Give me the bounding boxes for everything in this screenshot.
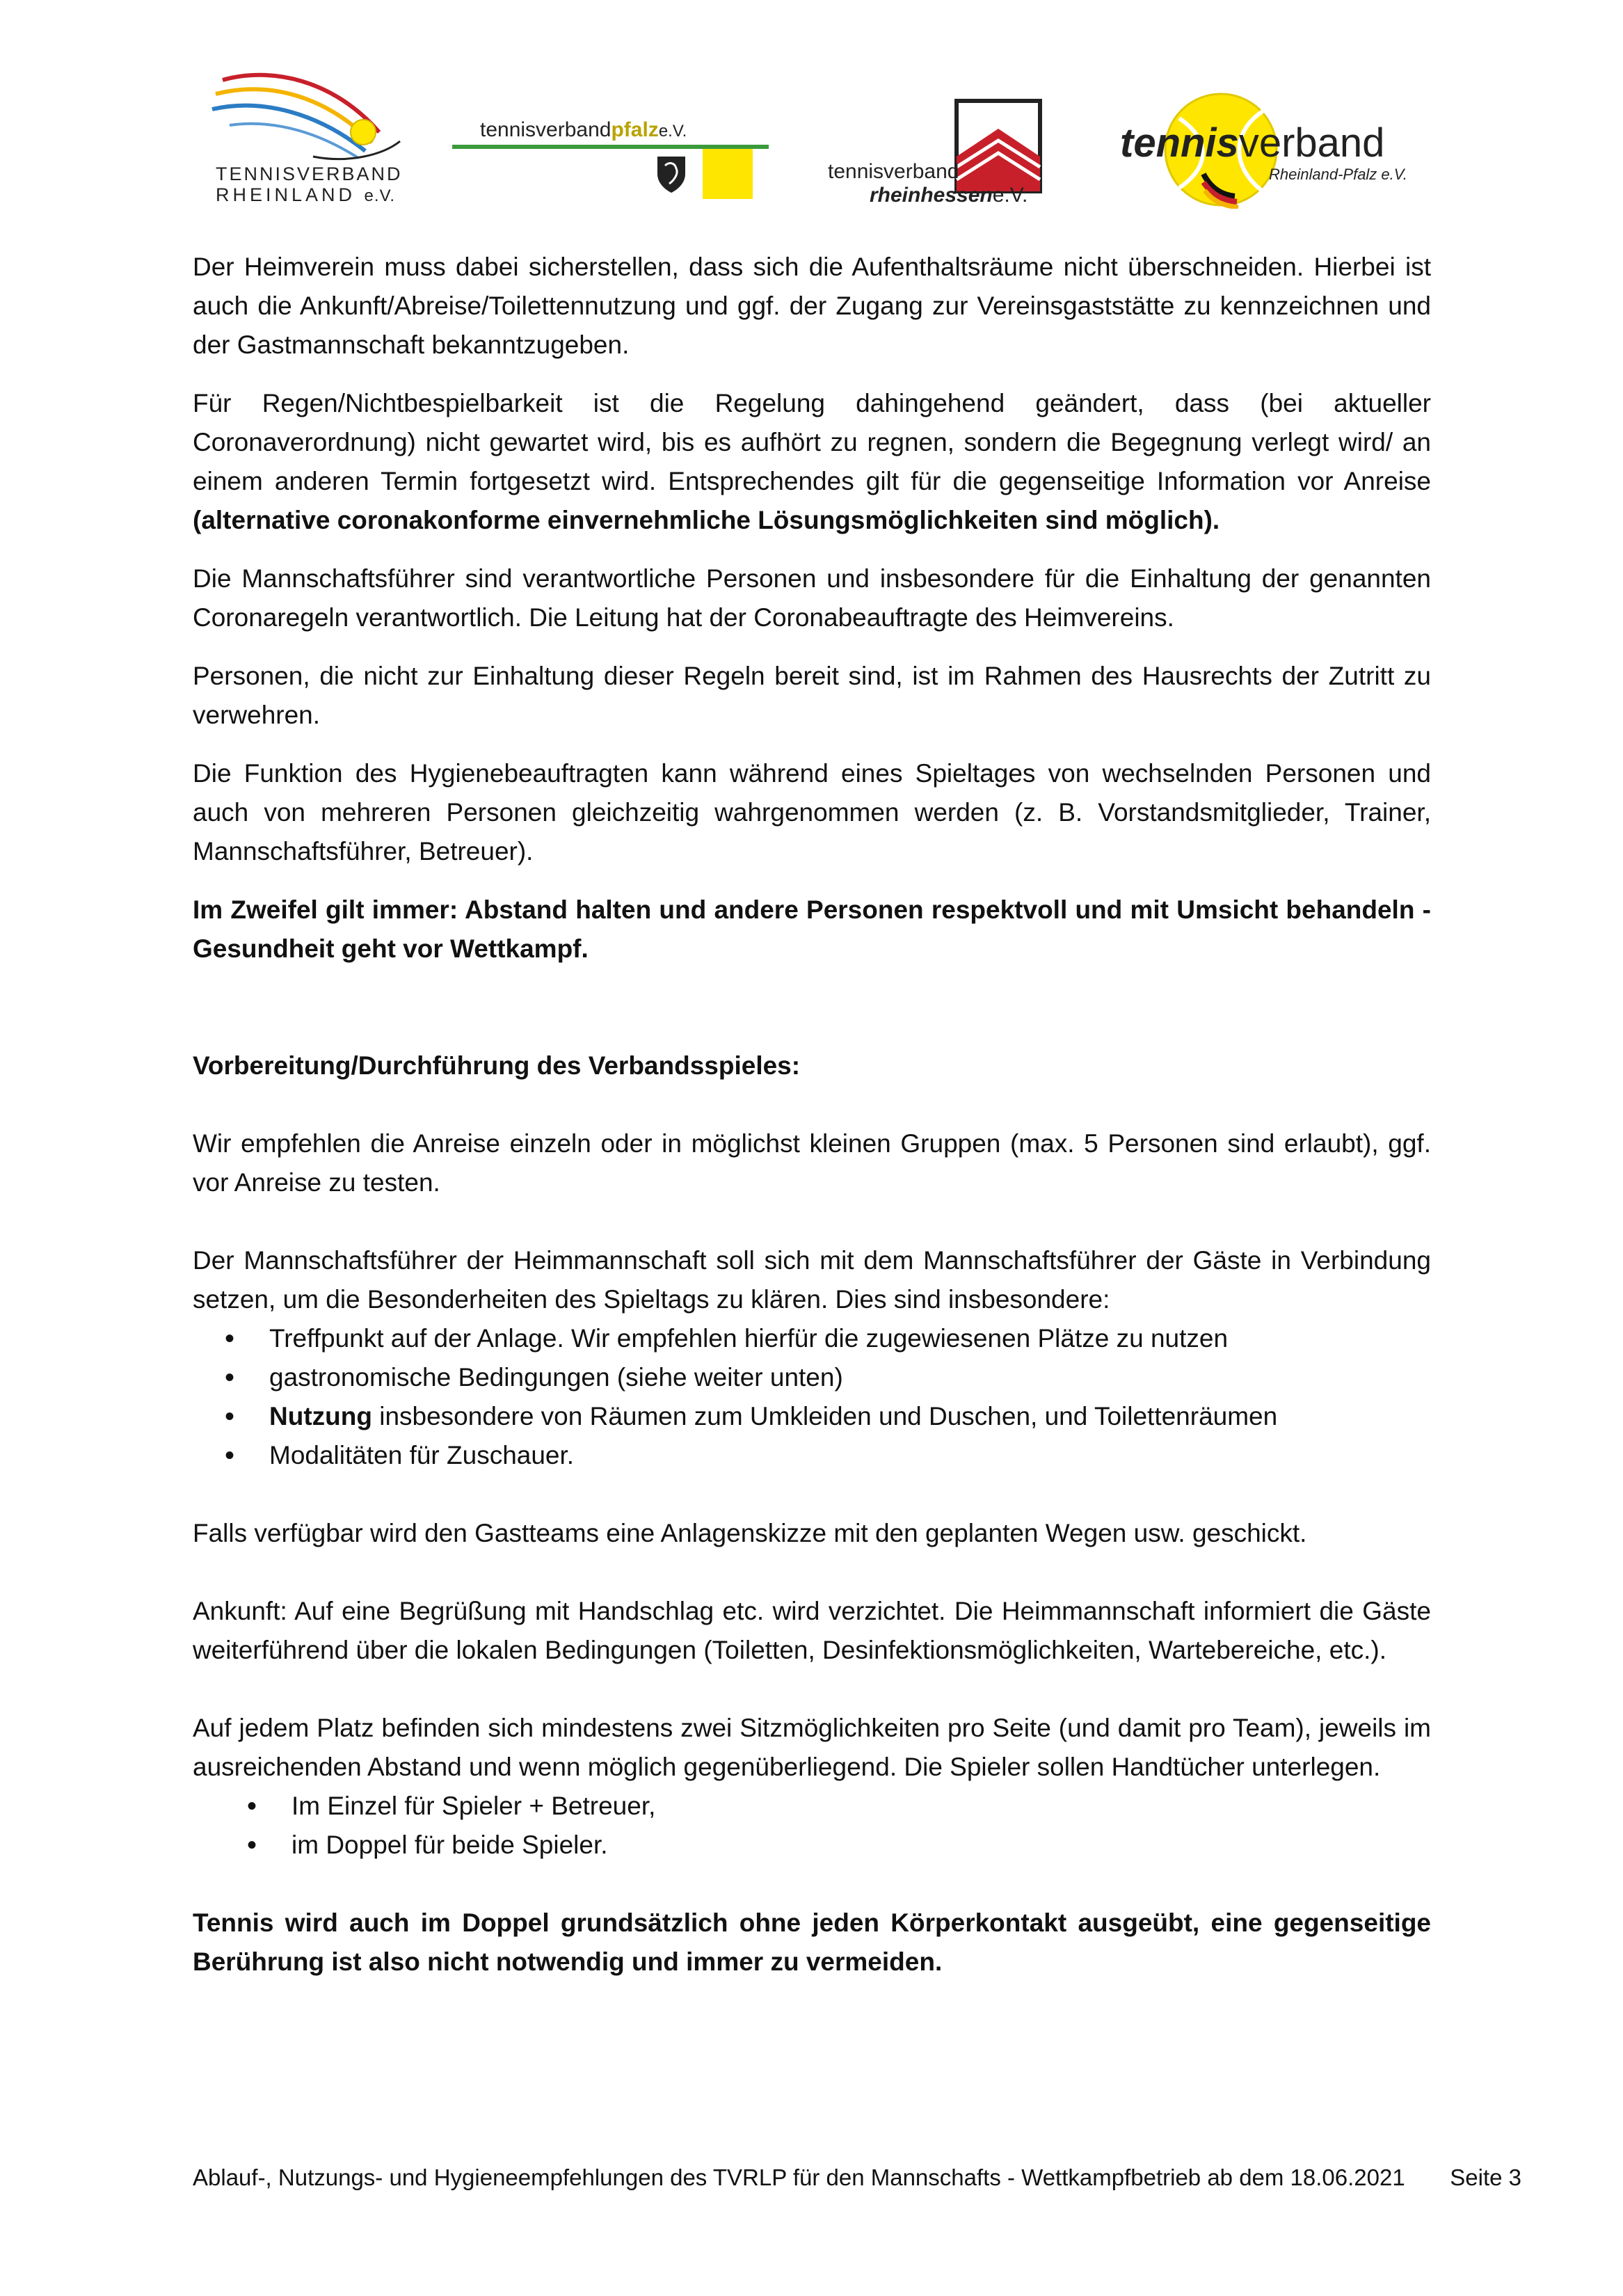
paragraph-ankunft: Ankunft: Auf eine Begrüßung mit Handschlag etc. wird verzichtet. Die Heimmannschaft informiert die Gäste weiterführend über die lokalen Bedingungen (Toiletten, Desinfektionsmöglichkeiten, Wartebereiche, etc.). <box>193 1597 1431 1664</box>
swoosh-ball-icon <box>209 66 403 164</box>
logo-rheinland-line2: RHEINLAND <box>216 184 356 205</box>
paragraph-anlagenskizze: Falls verfügbar wird den Gastteams eine Anlagenskizze mit den geplanten Wegen usw. geschickt. <box>193 1519 1307 1547</box>
logo-rlp-bold: tennis <box>1120 120 1239 166</box>
logo-rlp-title <box>1120 120 1384 166</box>
section-heading: Vorbereitung/Durchführung des Verbandsspieles: <box>193 1051 801 1080</box>
logo-tennisverband-rlp <box>1120 90 1412 209</box>
paragraph-hausrecht: Personen, die nicht zur Einhaltung dieser Regeln bereit sind, ist im Rahmen des Hausrechts der Zutritt zu verwehren. <box>193 662 1431 729</box>
logo-rlp-sub: Rheinland-Pfalz e.V. <box>1269 166 1407 183</box>
bullet-icon: • <box>225 1362 235 1393</box>
pfalz-coat-of-arms-icon <box>654 153 689 195</box>
list-item-text: Modalitäten für Zuschauer. <box>269 1441 575 1469</box>
house-roof-icon <box>953 97 1044 195</box>
logo-rlp-rest: verband <box>1238 120 1385 166</box>
document-body <box>193 248 1431 1982</box>
paragraph-verbindung: Der Mannschaftsführer der Heimmannschaft soll sich mit dem Mannschaftsführer der Gäste in Verbindung setzen, um die Besonderheiten des Spieltags zu klären. Dies sind insbesondere: <box>193 1246 1431 1314</box>
list-item <box>193 1358 1431 1397</box>
paragraph-regen-bold: (alternative coronakonforme einvernehmliche Lösungsmöglichkeiten sind möglich). <box>193 506 1220 534</box>
paragraph-anreise: Wir empfehlen die Anreise einzeln oder in möglichst kleinen Gruppen (max. 5 Personen sind erlaubt), ggf. vor Anreise zu testen. <box>193 1129 1431 1197</box>
paragraph-regen <box>193 384 1431 540</box>
list-item <box>193 1826 1431 1865</box>
bullet-list-sitzplaetze <box>193 1787 1431 1865</box>
paragraph-hygienebeauftragter: Die Funktion des Hygienebeauftragten kann während eines Spieltages von wechselnden Personen und auch von mehreren Personen gleichzeitig wahrgenommen werden (z. B. Vorstandsmitglieder, Trainer, Mannschaftsführer, Betreuer). <box>193 759 1431 866</box>
paragraph-regen-text: Für Regen/Nichtbespielbarkeit ist die Regelung dahingehend geändert, dass (bei aktueller Coronaverordnung) nicht gewartet wird, bis es aufhört zu regnen, sondern die Begegnung verlegt wird/ an einem anderen Termin fortgesetzt wird. Entsprechendes gilt für die gegenseitige Information vor Anreise <box>193 389 1431 495</box>
paragraph-mannschaftsfuehrer: Die Mannschaftsführer sind verantwortliche Personen und insbesondere für die Einhaltung der genannten Coronaregeln verantwortlich. Die Leitung hat der Coronabeauftragte des Heimvereins. <box>193 564 1431 632</box>
list-item <box>193 1319 1431 1358</box>
logo-tennisverband-pfalz <box>452 118 772 209</box>
logo-tennisverband-rheinland <box>209 66 403 212</box>
logo-rheinland-suffix: e.V. <box>364 186 396 205</box>
bullet-icon: • <box>247 1791 257 1821</box>
logo-pfalz-prefix: tennisverband <box>480 118 611 141</box>
bullet-icon: • <box>225 1401 235 1432</box>
logo-rheinland-line1: TENNISVERBAND <box>216 164 403 184</box>
bullet-list-besonderheiten <box>193 1319 1431 1475</box>
logo-pfalz-suffix: e.V. <box>658 122 687 141</box>
list-item-text: Treffpunkt auf der Anlage. Wir empfehlen hierfür die zugewiesenen Plätze zu nutzen <box>269 1324 1229 1353</box>
footer-text: Ablauf-, Nutzungs- und Hygieneempfehlungen des TVRLP für den Mannschafts - Wettkampfbetrieb ab dem 18.06.2021 <box>193 2165 1405 2190</box>
paragraph-sitzmoeglichkeiten: Auf jedem Platz befinden sich mindestens zwei Sitzmöglichkeiten pro Seite (und damit pro Team), jeweils im ausreichenden Abstand und wenn möglich gegenüberliegend. Die Spieler sollen Handtücher unterlegen. <box>193 1714 1431 1781</box>
logo-pfalz-yellow-square <box>703 149 753 199</box>
list-item-text: gastronomische Bedingungen (siehe weiter unten) <box>269 1363 843 1392</box>
logo-rheinhessen-name: rheinhessen <box>870 184 993 207</box>
list-item <box>193 1397 1431 1436</box>
paragraph-koerperkontakt: Tennis wird auch im Doppel grundsätzlich ohne jeden Körperkontakt ausgeübt, eine gegenseitige Berührung ist also nicht notwendig und immer zu vermeiden. <box>193 1908 1431 1976</box>
logo-rheinhessen-line2 <box>870 184 1028 207</box>
paragraph-aufenthaltsraeume: Der Heimverein muss dabei sicherstellen, dass sich die Aufenthaltsräume nicht überschneiden. Hierbei ist auch die Ankunft/Abreise/Toilettennutzung und ggf. der Zugang zur Vereinsgaststätte zu kennzeichnen und der Gastmannschaft bekanntzugeben. <box>193 253 1431 359</box>
logo-bar <box>0 0 1623 223</box>
bullet-icon: • <box>225 1440 235 1471</box>
list-item-text: insbesondere von Räumen zum Umkleiden und Duschen, und Toilettenräumen <box>371 1402 1278 1430</box>
bullet-icon: • <box>247 1830 257 1860</box>
list-item-bold: Nutzung <box>269 1402 372 1430</box>
list-item <box>193 1787 1431 1826</box>
logo-pfalz-name: pfalz <box>611 118 659 141</box>
page-footer <box>193 2164 1521 2192</box>
logo-rheinhessen-prefix: tennisverband <box>828 160 959 183</box>
logo-tennisverband-rheinhessen <box>828 97 1064 209</box>
paragraph-im-zweifel: Im Zweifel gilt immer: Abstand halten und andere Personen respektvoll und mit Umsicht behandeln - Gesundheit geht vor Wettkampf. <box>193 895 1431 963</box>
logo-pfalz-text <box>480 118 687 142</box>
logo-rheinhessen-suffix: e.V. <box>992 184 1028 207</box>
list-item-text: Im Einzel für Spieler + Betreuer, <box>291 1792 656 1820</box>
list-item <box>193 1436 1431 1475</box>
logo-rheinland-line2-wrap <box>216 184 395 206</box>
list-item-text: im Doppel für beide Spieler. <box>291 1831 608 1859</box>
page-number: Seite 3 <box>1450 2165 1521 2190</box>
bullet-icon: • <box>225 1323 235 1354</box>
